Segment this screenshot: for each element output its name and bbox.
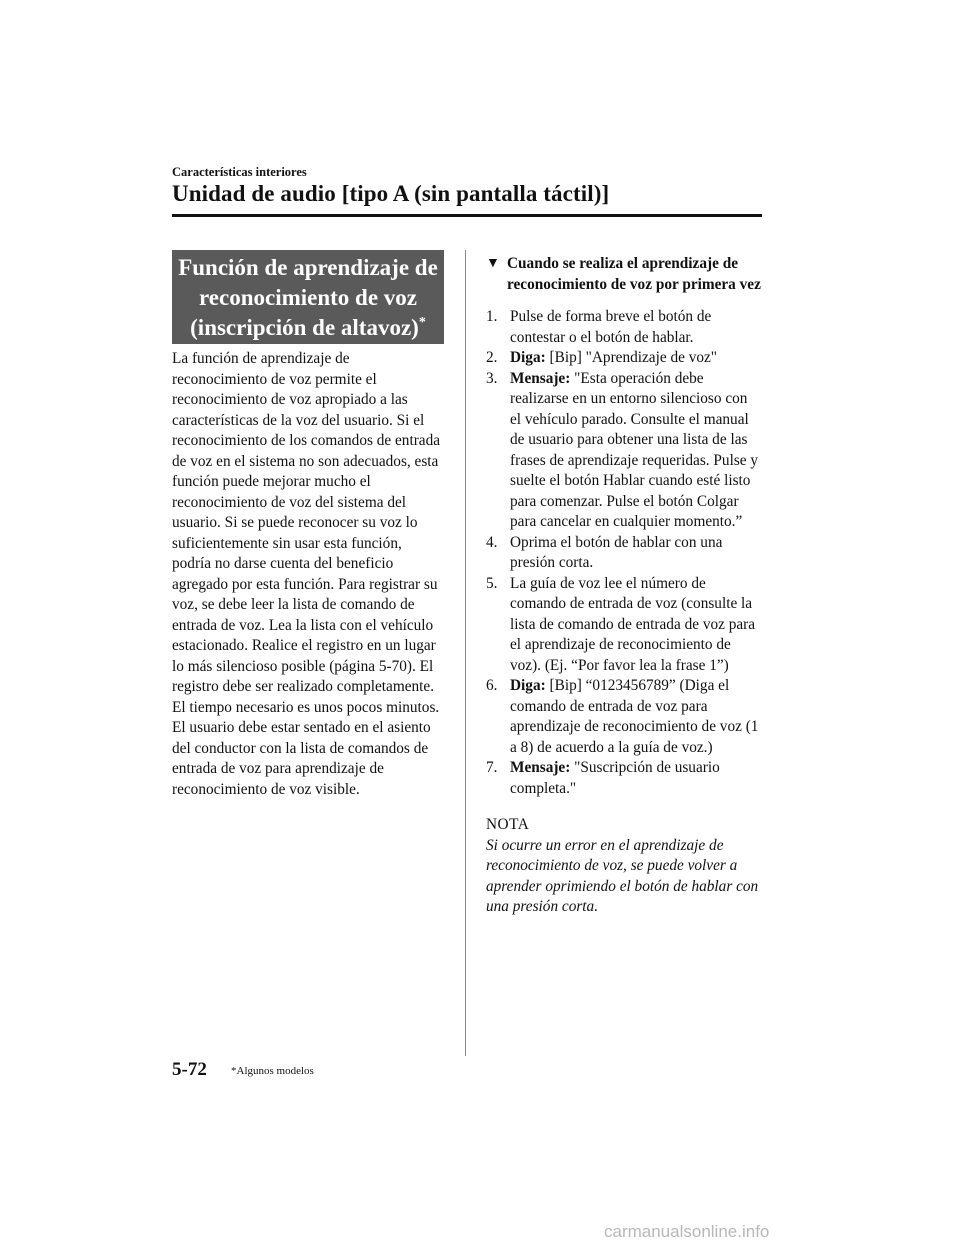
step-number: 6. — [486, 677, 498, 694]
feature-description: La función de aprendizaje de reconocimiento de voz permite el reconocimiento de voz apropiado a las características de la voz del usuario. Si el reconocimiento de los comandos de entrada de voz en el sistema no son adecuados, esta función puede mejorar mucho el reconocimiento de voz del sistema del usuario. Si se puede reconocer su voz lo suficientemente sin usar esta función, podría no darse cuenta del beneficio agregado por esta función. Para registrar su voz, se debe leer la lista de comando de entrada de voz. Lea la lista con el vehículo estacionado. Realice el registro en un lugar lo más silencioso posible (página 5-70). El registro debe ser realizado completamente. El tiempo necesario es unos pocos minutos. El usuario debe estar sentado en el asiento del conductor con la lista de comandos de entrada de voz para aprendizaje de reconocimiento de voz visible. — [172, 350, 441, 798]
step-number: 4. — [486, 533, 498, 551]
title-divider — [172, 214, 762, 217]
watermark: carmanualsonline.info — [604, 1222, 770, 1241]
feature-heading-line-3 — [172, 313, 444, 343]
page-title: Unidad de audio [tipo A (sin pantalla táctil)] — [172, 181, 610, 206]
right-column — [486, 254, 762, 918]
step-item — [486, 574, 762, 677]
left-column — [172, 349, 444, 800]
step-label: Mensaje: — [510, 369, 571, 387]
feature-heading-line-1: Función de aprendizaje de — [178, 255, 438, 280]
note-text: Si ocurre un error en el aprendizaje de reconocimiento de voz, se puede volver a aprender oprimiendo el botón de hablar con una presión corta. — [486, 836, 759, 915]
step-text: Pulse de forma breve el botón de contestar o el botón de hablar. — [510, 308, 712, 346]
section-label: Características interiores — [172, 165, 307, 179]
step-label: Diga: — [510, 349, 546, 366]
step-text: [Bip] "Aprendizaje de voz" — [545, 349, 718, 366]
step-text: "Suscripción de usuario completa." — [510, 759, 720, 797]
step-item — [486, 533, 762, 574]
step-item — [486, 307, 762, 348]
feature-heading — [172, 250, 444, 344]
step-label: Diga: — [510, 677, 546, 694]
footnote: *Algunos modelos — [231, 1065, 314, 1077]
optional-equipment-marker: * — [418, 315, 426, 330]
feature-heading-line-3-text: (inscripción de altavoz) — [190, 315, 419, 340]
step-number: 3. — [486, 369, 498, 387]
note-block — [486, 815, 762, 918]
procedure-steps — [486, 307, 762, 799]
step-text: [Bip] “0123456789” (Diga el comando de entrada de voz para aprendizaje de reconocimiento de voz (1 a 8) de acuerdo a la guía de voz.) — [510, 677, 759, 756]
step-text: "Esta operación debe realizarse en un entorno silencioso con el vehículo parado. Consulte el manual de usuario para obtener una lista de las frases de aprendizaje requeridas. Pulse y suelte el botón Hablar cuando esté listo para comenzar. Pulse el botón Colgar para cancelar en cualquier momento.” — [510, 369, 759, 530]
step-item — [486, 758, 762, 799]
step-number: 2. — [486, 349, 498, 366]
step-item — [486, 348, 762, 369]
triangle-down-icon: ▼ — [486, 256, 500, 271]
feature-heading-line-2: reconocimiento de voz — [198, 285, 418, 310]
step-label: Mensaje: — [510, 759, 571, 776]
procedure-subheading — [486, 254, 762, 295]
step-number: 1. — [486, 308, 498, 325]
column-divider — [465, 250, 466, 1056]
procedure-subheading-text: Cuando se realiza el aprendizaje de reconocimiento de voz por primera vez — [507, 255, 761, 293]
step-number: 7. — [486, 759, 498, 776]
note-label: NOTA — [486, 816, 530, 833]
step-item — [486, 369, 762, 533]
step-text: Oprima el botón de hablar con una presión corta. — [510, 533, 723, 571]
step-number: 5. — [486, 574, 498, 592]
step-text: La guía de voz lee el número de comando de entrada de voz (consulte la lista de comando de entrada de voz para el aprendizaje de reconocimiento de voz). (Ej. “Por favor lea la frase 1”) — [510, 574, 756, 674]
page-number: 5-72 — [172, 1059, 207, 1080]
step-item — [486, 676, 762, 758]
